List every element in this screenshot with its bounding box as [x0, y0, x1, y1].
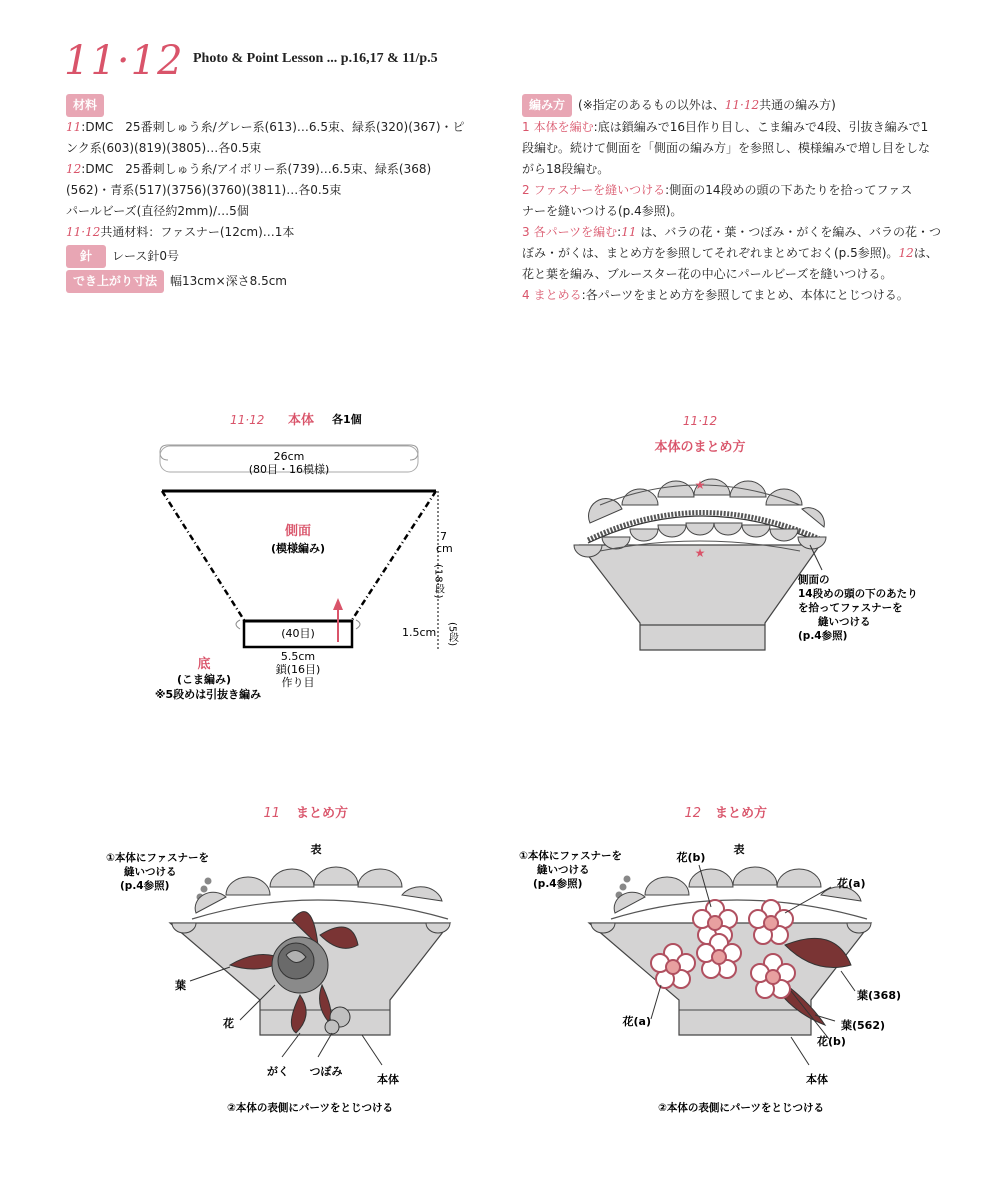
step-2-cont: ナーを縫いつける(p.4参照)。	[522, 204, 683, 218]
finish-12-step1b: 縫いつける	[537, 864, 590, 876]
label-flower-b-top: 花(b)	[676, 851, 706, 864]
instructions-header: 編み方 (※指定のあるもの以外は、11·12共通の編み方)	[522, 94, 962, 117]
finish-11-step2: ②本体の表側にパーツをとじつける	[227, 1102, 393, 1114]
body-diagram-count: 各1個	[332, 413, 362, 426]
assembly-note-2: 14段めの頭の下のあたり	[798, 588, 918, 600]
side-label: 側面	[284, 524, 312, 539]
top-width-detail: (80目・16模様)	[248, 463, 330, 476]
materials-label: 材料	[66, 94, 104, 117]
assembly-scallops	[589, 479, 825, 527]
materials-line-11: 11:DMC 25番刺しゅう糸/グレー系(613)…6.5束、緑系(320)(367)・ピ	[66, 120, 465, 134]
step-1: 1 本体を編む:底は鎖編みで16目作り目し、こま編みで4段、引抜き編みで1	[522, 120, 929, 134]
step-3-cont: ぼみ・がくは、まとめ方を参照してそれぞれまとめておく(p.5参照)。12は、	[522, 246, 938, 260]
label-body: 本体	[377, 1073, 399, 1086]
label-flower-b-bottom: 花(b)	[817, 1035, 846, 1048]
assembly-note-3: を拾ってファスナーを	[798, 602, 903, 614]
chain-label2: 作り目	[281, 676, 315, 689]
size-line: でき上がり寸法 幅13cm×深さ8.5cm	[66, 270, 506, 293]
assembly-note-4: 縫いつける	[818, 616, 871, 628]
star-top-icon: ★	[694, 478, 706, 492]
instructions-section	[522, 94, 962, 306]
finish-12-step1a: ①本体にファスナーを	[519, 850, 622, 862]
finish-11-diagram	[100, 795, 470, 1125]
chain-label: 鎖(16目)	[275, 663, 321, 676]
finish-12-front: 表	[733, 843, 745, 856]
finish-11-scallops	[195, 867, 442, 913]
finish-11-step1a: ①本体にファスナーを	[106, 852, 209, 864]
base-pattern: (こま編み)	[176, 673, 232, 686]
bottom-width: 5.5cm	[280, 650, 316, 663]
lesson-reference: Photo & Point Lesson ... p.16,17 & 11/p.5	[193, 51, 438, 66]
side-left-edge	[162, 491, 244, 620]
materials-line-12b: (562)・青系(517)(3756)(3760)(3811)…各0.5束	[66, 183, 342, 197]
step-1-cont: 段編む。続けて側面を「側面の編み方」を参照し、模様編みで増し目をしな	[522, 141, 931, 155]
finish-11-tag: 11	[263, 806, 280, 821]
size-label: でき上がり寸法	[66, 270, 164, 293]
materials-line-11b: ンク系(603)(819)(3805)…各0.5束	[66, 141, 262, 155]
step-1-cont2: がら18段編む。	[522, 162, 610, 176]
finish-12-diagram	[515, 795, 902, 1125]
step-3-cont2: 花と葉を編み、ブルースター花の中心にパールビーズを縫いつける。	[522, 267, 893, 281]
finish-12-title: まとめ方	[715, 806, 768, 821]
materials-line-12: 12:DMC 25番刺しゅう糸/アイボリー系(739)…6.5束、緑系(368)	[66, 162, 432, 176]
base-label: 底	[197, 657, 211, 672]
side-right-edge	[352, 491, 436, 620]
finish-11-step1b: 縫いつける	[124, 866, 177, 878]
height2: 1.5cm	[402, 626, 437, 639]
base-stitches: (40目)	[281, 627, 315, 640]
label-calyx: がく	[267, 1065, 289, 1078]
label-leaf-562: 葉(562)	[841, 1019, 886, 1032]
materials-line-common: 11·12共通材料：ファスナー(12cm)…1本	[66, 225, 295, 239]
finish-11-front: 表	[310, 843, 322, 856]
step-3: 3 各パーツを編む:11 は、バラの花・葉・つぼみ・がくを編み、バラの花・つ	[522, 225, 942, 239]
direction-arrow-head	[333, 598, 343, 610]
label-flower-a-left: 花(a)	[622, 1015, 651, 1028]
star-bottom-icon: ★	[694, 546, 706, 560]
zipper-pull-icon	[624, 876, 631, 883]
label-bud: つぼみ	[309, 1065, 343, 1078]
assembly-tag: 11·12	[682, 414, 718, 428]
pattern-number: 11·12	[64, 38, 184, 84]
label-leaf-368: 葉(368)	[857, 989, 902, 1002]
assembly-title: 本体のまとめ方	[654, 440, 746, 455]
side-pattern: (模様編み)	[270, 542, 326, 555]
finish-12-step1c: (p.4参照)	[533, 878, 583, 890]
materials-section	[66, 94, 506, 293]
label-flower: 花	[223, 1017, 234, 1030]
body-diagram-title: 本体	[288, 413, 315, 428]
assembly-body	[580, 545, 820, 650]
zipper-pull-icon	[205, 878, 212, 885]
instructions-label: 編み方	[522, 94, 572, 117]
needle-line: 針 レース針0号	[66, 245, 506, 268]
label-leaf: 葉	[175, 979, 186, 992]
flower-a-top	[749, 900, 793, 944]
needle-label: 針	[66, 245, 106, 268]
materials-line-beads: パールビーズ(直径約2mm)/…5個	[66, 204, 249, 218]
assembly-note-5: (p.4参照)	[798, 630, 848, 642]
height1: 7	[440, 530, 447, 543]
step-2: 2 ファスナーを縫いつける:側面の14段めの頭の下あたりを拾ってファス	[522, 183, 913, 197]
base-note: ※5段めは引抜き編み	[154, 688, 262, 701]
body-diagram	[140, 400, 480, 720]
assembly-note-1: 側面の	[798, 574, 830, 586]
height2-rows: (5段)	[446, 622, 458, 647]
top-width: 26cm	[273, 450, 305, 463]
height1-unit: cm	[436, 542, 453, 555]
body-diagram-tag: 11·12	[230, 413, 265, 427]
finish-12-scallops	[614, 867, 861, 913]
finish-11-title: まとめ方	[296, 806, 349, 821]
label-flower-a-top: 花(a)	[837, 877, 866, 890]
step-4: 4 まとめる:各パーツをまとめ方を参照してまとめ、本体にとじつける。	[522, 288, 909, 302]
height1-rows: (18段)	[432, 564, 444, 600]
finish-11-step1c: (p.4参照)	[120, 880, 170, 892]
label-body: 本体	[806, 1073, 828, 1086]
assembly-diagram	[560, 405, 940, 665]
finish-12-step2: ②本体の表側にパーツをとじつける	[658, 1102, 824, 1114]
finish-12-tag: 12	[684, 806, 701, 821]
